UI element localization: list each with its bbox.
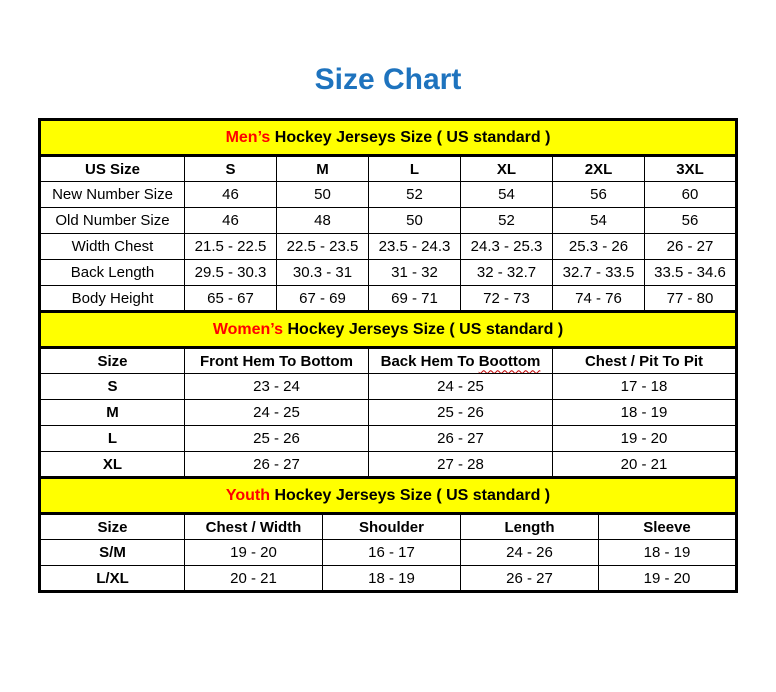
- table-cell: 24 - 25: [185, 400, 369, 426]
- table-cell: 60: [645, 182, 737, 208]
- table-cell: 16 - 17: [323, 540, 461, 566]
- womens-title-rest: Hockey Jerseys Size ( US standard ): [283, 320, 564, 338]
- table-cell: 18 - 19: [323, 566, 461, 592]
- table-cell: 56: [553, 182, 645, 208]
- table-cell: 18 - 19: [553, 400, 737, 426]
- row-label: L: [40, 426, 185, 452]
- table-cell: 24.3 - 25.3: [461, 234, 553, 260]
- row-label: Body Height: [40, 286, 185, 312]
- table-row: [40, 400, 737, 426]
- table-cell: 46: [185, 182, 277, 208]
- youth-table-title: [40, 478, 737, 514]
- womens-col-header: Front Hem To Bottom: [185, 348, 369, 374]
- table-cell: 25 - 26: [369, 400, 553, 426]
- mens-col-header: M: [277, 156, 369, 182]
- youth-col-header: Length: [461, 514, 599, 540]
- table-row: [40, 182, 737, 208]
- table-cell: 67 - 69: [277, 286, 369, 312]
- youth-title-rest: Hockey Jerseys Size ( US standard ): [270, 486, 551, 504]
- youth-col-header: Size: [40, 514, 185, 540]
- table-cell: 26 - 27: [185, 452, 369, 478]
- table-cell: 20 - 21: [185, 566, 323, 592]
- row-label: New Number Size: [40, 182, 185, 208]
- womens-col-header: Chest / Pit To Pit: [553, 348, 737, 374]
- womens-col-header: [369, 348, 553, 374]
- table-cell: 19 - 20: [599, 566, 737, 592]
- page-title: Size Chart: [314, 63, 462, 96]
- size-chart-tables: [38, 118, 738, 593]
- womens-highlight-label: Women’s: [212, 320, 284, 338]
- womens-table-title-row: [40, 312, 737, 348]
- table-cell: 33.5 - 34.6: [645, 260, 737, 286]
- mens-table-title: [40, 120, 737, 156]
- table-cell: 24 - 26: [461, 540, 599, 566]
- womens-back-hem-prefix: Back Hem To: [380, 352, 479, 370]
- table-cell: 65 - 67: [185, 286, 277, 312]
- table-cell: 52: [461, 208, 553, 234]
- mens-col-header: US Size: [40, 156, 185, 182]
- table-cell: 26 - 27: [369, 426, 553, 452]
- table-cell: 17 - 18: [553, 374, 737, 400]
- table-cell: 29.5 - 30.3: [185, 260, 277, 286]
- mens-col-header: 2XL: [553, 156, 645, 182]
- table-row: [40, 260, 737, 286]
- youth-highlight-label: Youth: [225, 486, 270, 504]
- row-label: M: [40, 400, 185, 426]
- womens-col-header: Size: [40, 348, 185, 374]
- table-cell: 24 - 25: [369, 374, 553, 400]
- mens-col-header: XL: [461, 156, 553, 182]
- table-cell: 26 - 27: [461, 566, 599, 592]
- table-cell: 31 - 32: [369, 260, 461, 286]
- youth-table-title-row: [40, 478, 737, 514]
- mens-table-title-row: [40, 120, 737, 156]
- table-cell: 50: [277, 182, 369, 208]
- table-cell: 32.7 - 33.5: [553, 260, 645, 286]
- womens-header-row: [40, 348, 737, 374]
- table-cell: 32 - 32.7: [461, 260, 553, 286]
- table-cell: 26 - 27: [645, 234, 737, 260]
- row-label: S: [40, 374, 185, 400]
- mens-highlight-label: Men’s: [225, 128, 271, 146]
- youth-col-header: Chest / Width: [185, 514, 323, 540]
- youth-size-table: [38, 476, 738, 593]
- table-cell: 74 - 76: [553, 286, 645, 312]
- table-cell: 72 - 73: [461, 286, 553, 312]
- table-cell: 54: [553, 208, 645, 234]
- table-cell: 54: [461, 182, 553, 208]
- table-cell: 19 - 20: [553, 426, 737, 452]
- table-row: [40, 208, 737, 234]
- table-row: [40, 374, 737, 400]
- table-row: [40, 452, 737, 478]
- table-cell: 46: [185, 208, 277, 234]
- womens-back-hem-misspelled-word: Boottom: [478, 352, 541, 370]
- row-label: XL: [40, 452, 185, 478]
- table-row: [40, 286, 737, 312]
- youth-col-header: Shoulder: [323, 514, 461, 540]
- row-label: Width Chest: [40, 234, 185, 260]
- row-label: Old Number Size: [40, 208, 185, 234]
- table-cell: 48: [277, 208, 369, 234]
- table-row: [40, 234, 737, 260]
- womens-size-table: [38, 310, 738, 479]
- mens-col-header: S: [185, 156, 277, 182]
- table-cell: 52: [369, 182, 461, 208]
- table-cell: 25.3 - 26: [553, 234, 645, 260]
- mens-col-header: 3XL: [645, 156, 737, 182]
- youth-header-row: [40, 514, 737, 540]
- table-cell: 23 - 24: [185, 374, 369, 400]
- table-cell: 25 - 26: [185, 426, 369, 452]
- table-cell: 22.5 - 23.5: [277, 234, 369, 260]
- mens-title-rest: Hockey Jerseys Size ( US standard ): [270, 128, 551, 146]
- table-cell: 50: [369, 208, 461, 234]
- table-cell: 77 - 80: [645, 286, 737, 312]
- row-label: S/M: [40, 540, 185, 566]
- table-cell: 23.5 - 24.3: [369, 234, 461, 260]
- table-row: [40, 566, 737, 592]
- table-row: [40, 540, 737, 566]
- row-label: L/XL: [40, 566, 185, 592]
- mens-col-header: L: [369, 156, 461, 182]
- mens-header-row: [40, 156, 737, 182]
- table-cell: 18 - 19: [599, 540, 737, 566]
- womens-table-title: [40, 312, 737, 348]
- table-cell: 30.3 - 31: [277, 260, 369, 286]
- table-cell: 69 - 71: [369, 286, 461, 312]
- table-cell: 27 - 28: [369, 452, 553, 478]
- table-cell: 21.5 - 22.5: [185, 234, 277, 260]
- table-cell: 20 - 21: [553, 452, 737, 478]
- table-cell: 56: [645, 208, 737, 234]
- table-cell: 19 - 20: [185, 540, 323, 566]
- mens-size-table: [38, 118, 738, 313]
- row-label: Back Length: [40, 260, 185, 286]
- youth-col-header: Sleeve: [599, 514, 737, 540]
- table-row: [40, 426, 737, 452]
